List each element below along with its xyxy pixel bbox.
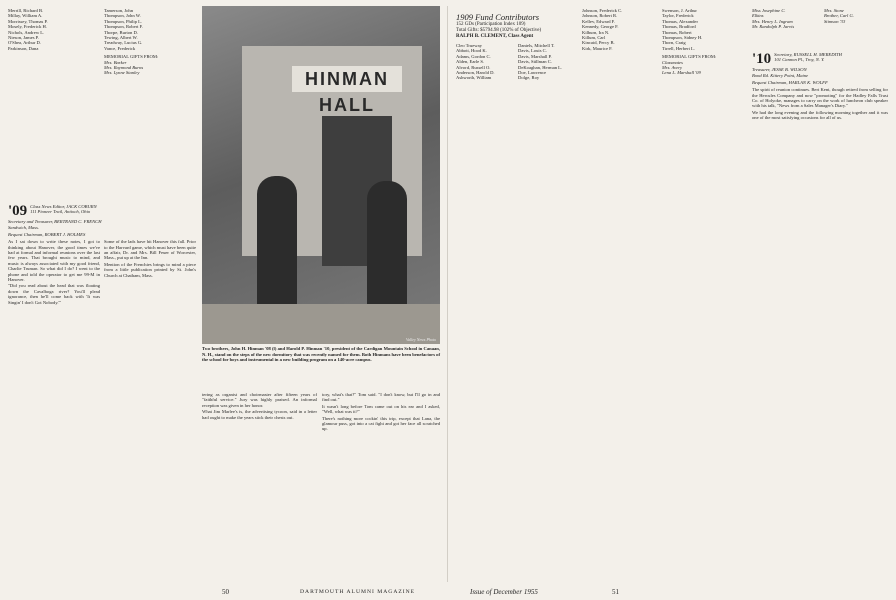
class-10-section xyxy=(752,52,888,582)
photo-sign: HINMAN HALL xyxy=(292,66,402,92)
list-item: Merrill, Richard B. xyxy=(8,8,44,13)
class-year: '09 xyxy=(8,204,28,219)
photo-caption: Two brothers, John H. Hinman '08 (l) and Harold P. Hinman '10, president of the Cardigan Mountain School in Canaan, N. H., stand on the steps of the new dormitory that was recently named for them. Both Hinmans have been benefactors of the school for boys and instrumental in a new building program on a 140-acre campus. xyxy=(202,346,440,363)
class-secretary-address: Sandwich, Mass. xyxy=(8,225,40,231)
list-item: Tirrell, Herbert L. xyxy=(662,45,695,51)
paragraph: "Did you read about the head that was floating down the Cavalboga river? You'll plead ignorance, then he'll come back with 'It was Singin' I don't Got Nobody.'" xyxy=(8,283,100,305)
left-col2-names xyxy=(104,8,196,198)
paragraph: It wasn't long before Tom came out on his ear and I asked, "Well, what was it?" xyxy=(322,403,440,415)
list-item: Thompson, John W. xyxy=(104,13,141,19)
list-item: Anderson, Harold D. xyxy=(456,70,495,76)
class-treasurer-address: Bond Rd. Kittery Point, Maine xyxy=(752,73,809,79)
fund-total: Total Gifts: $5794.98 (102% of Objective) xyxy=(456,28,542,33)
list-item: Ashworth, William xyxy=(456,75,492,81)
list-item: Johnson, Robert R. xyxy=(582,13,618,19)
list-item: Johnson, Frederick C. xyxy=(582,8,623,13)
list-item: Kennedy, George F. xyxy=(582,24,619,30)
list-item: Kincaid, Percy B. xyxy=(582,40,615,46)
list-item: Killum, Carl xyxy=(582,35,606,41)
paragraph: Some of the lads have hit Hanover this fall. Prior to the Harvard game, which must have been quite an affair, Dr. and Mrs. Bill Feuer of Worcester, Mass., put up at the Inn. xyxy=(104,239,196,261)
list-item: Parkinson, Dana xyxy=(8,45,39,51)
list-item: Mosely, Frederick H. xyxy=(8,24,47,30)
paragraph: tory, what's that?" Tom said. "I don't know, but I'll go in and find out." xyxy=(322,392,440,403)
class-editor: Class News Editor, JACK COBURN xyxy=(30,204,97,209)
list-item: Classmates xyxy=(662,59,683,65)
list-item: Cleo Trueway xyxy=(456,43,482,48)
list-item: Dolge, Roy xyxy=(518,75,540,81)
class-address: 101 Cannon Pl., Troy, N. Y. xyxy=(774,57,825,63)
list-item: Vance, Frederick xyxy=(104,45,136,51)
list-item: Kellev, Edward F. xyxy=(582,18,616,24)
paragraph: The spirit of reunion continues. Bert Kent, though retired from selling for the Hercules Company and now "promoting" for the Hadley Falls Trust Co. of Holyoke, manages to carry on the work of luncheon club speaker with his talk, "News from a Sales Manager's Diary." xyxy=(752,87,888,109)
list-item: Thompson, Robert F. xyxy=(104,24,143,30)
list-item: Miss Josephine C. xyxy=(752,8,786,13)
list-item: Brother, Carl G. xyxy=(824,13,854,19)
right-col2-names xyxy=(662,8,746,208)
list-item: DeKoaghan, Herman L. xyxy=(518,64,563,70)
list-item: Mrs. Henry L. Ingram xyxy=(752,18,793,24)
paragraph: There's nothing more cockin' this trip, except that Lana, the glamour puss, got into a cat fight and got her face all scratched up. xyxy=(322,415,440,432)
list-item: Mr. Randolph P. Jarvis xyxy=(752,24,795,30)
memorial-heading: MEMORIAL GIFTS FROM: xyxy=(662,54,717,60)
list-item: Morrissey, Thomas P. xyxy=(8,18,48,24)
issue-date: Issue of December 1955 xyxy=(470,588,538,596)
list-item: Mrs. Avery xyxy=(662,65,683,71)
paragraph: Mention of the Frenchies brings to mind a piece from a little publication printed by St. John's Church at Chatham, Mass. xyxy=(104,261,196,278)
list-item: Tamerson, John xyxy=(104,8,134,13)
list-item: Treadway, Lucius G. xyxy=(104,40,143,46)
list-item: Mrs. Raymond Burns xyxy=(104,65,144,71)
right-col3-memorial xyxy=(752,8,888,48)
left-col1-names xyxy=(8,8,100,198)
list-item: Thompson, Sidney H. xyxy=(662,35,703,41)
class-secretary: Secretary and Treasurer, BERTRAND C. FRENCH xyxy=(8,219,102,224)
list-item: Kilburn, Ira N. xyxy=(582,29,610,35)
list-item: Daniels, Mitchell T. xyxy=(518,43,555,48)
list-item: Alden, Earle S. xyxy=(456,59,485,65)
hinman-hall-photo xyxy=(202,6,440,344)
list-item: Thorpe, Burton D. xyxy=(104,29,138,35)
list-item: Thompson, Philip L. xyxy=(104,18,143,24)
class-bequest: Bequest Chairman, HARLAN K. WOLFF xyxy=(752,79,828,85)
masthead: DARTMOUTH ALUMNI MAGAZINE xyxy=(300,589,416,595)
list-item: Davis, Louis C. xyxy=(518,48,547,54)
page-number-right: 51 xyxy=(612,588,619,596)
fund-title: 1909 Fund Contributors xyxy=(456,12,540,22)
paragraph: What Jim Marlee's is, the advertising tycoon, said in a letter had ought to make the years stick their chests out. xyxy=(202,409,317,420)
paragraph: As I sat down to write these notes, I got to thinking about Hanover, the good times we've had at formal and informal reunions over the last few years. That brought music to mind, and music is always associated with my good friend, Charlie Truman. So what did I do? I went to the phone and told the operator to get me 99-M in Hanover. xyxy=(8,239,100,283)
list-item: Adams, Gordon C. xyxy=(456,53,491,59)
list-item: Swenson, J. Arthur xyxy=(662,8,697,13)
class-year: '10 xyxy=(752,52,772,67)
left-col3-body xyxy=(202,392,317,582)
memorial-heading: MEMORIAL GIFTS FROM: xyxy=(104,54,159,60)
list-item: Nieson, James P. xyxy=(8,35,39,41)
list-item: Davis, Marshall P. xyxy=(518,53,552,59)
left-col4-body xyxy=(322,392,440,582)
right-col0-body xyxy=(456,8,576,238)
list-item: Thomas, Bradford xyxy=(662,24,696,30)
list-item: Mrs. Barker xyxy=(104,59,127,65)
list-item: Thomas, Alexander xyxy=(662,18,698,24)
list-item: Lena L. Marshall '09 xyxy=(662,70,701,76)
list-item: Tewing, Albert W. xyxy=(104,35,138,41)
list-item: Mrs. Stone xyxy=(824,8,844,13)
list-item: Taylor, Frederick xyxy=(662,13,694,19)
fund-participation: 152 GDs (Participation Index 109) xyxy=(456,22,526,27)
class-09-section xyxy=(8,204,196,584)
class-bequest: Bequest Chairman, ROBERT J. HOLMES xyxy=(8,231,86,237)
photo-credit: Valley News Photo xyxy=(406,337,436,342)
class-treasurer: Treasurer, JESSE B. WILSON xyxy=(752,67,807,72)
class-secretary: Secretary, RUSSELL H. MEREDITH xyxy=(774,52,842,57)
right-col1-names xyxy=(582,8,656,208)
list-item: Doe, Lawrence xyxy=(518,70,547,76)
paragraph: tering as organist and choirmaster after fifteen years of "faithful service." Jury was highly praised. An informal reception was given in her honor. xyxy=(202,392,317,408)
page-gutter xyxy=(447,6,448,582)
list-item: Mrs. Lynne Stanley xyxy=(104,70,140,76)
paragraph: We had the long evening and the following morning together and it was one of the most satisfying occasions for all of us. xyxy=(752,109,888,121)
fund-agent: RALPH B. CLEMENT, Class Agent xyxy=(456,34,534,39)
list-item: Thomas, Robert xyxy=(662,29,692,35)
list-item: Abbott, Hood K. xyxy=(456,48,487,54)
list-item: Thorn, Craig xyxy=(662,40,686,46)
page-number-left: 50 xyxy=(222,588,229,596)
list-item: Nichols, Andrew L. xyxy=(8,29,45,35)
list-item: Stimson '33 xyxy=(824,18,846,24)
list-item: Davis, Stillman C. xyxy=(518,59,552,65)
list-item: Alvord, Russell O. xyxy=(456,64,491,70)
class-address: 111 Pioneer Trail, Antioch, Ohio xyxy=(30,209,91,215)
list-item: Kirk, Maurice F. xyxy=(582,45,613,51)
list-item: Elkins xyxy=(752,13,764,19)
list-item: Millay, William A. xyxy=(8,13,43,19)
list-item: O'Shea, Arthur D. xyxy=(8,40,41,46)
